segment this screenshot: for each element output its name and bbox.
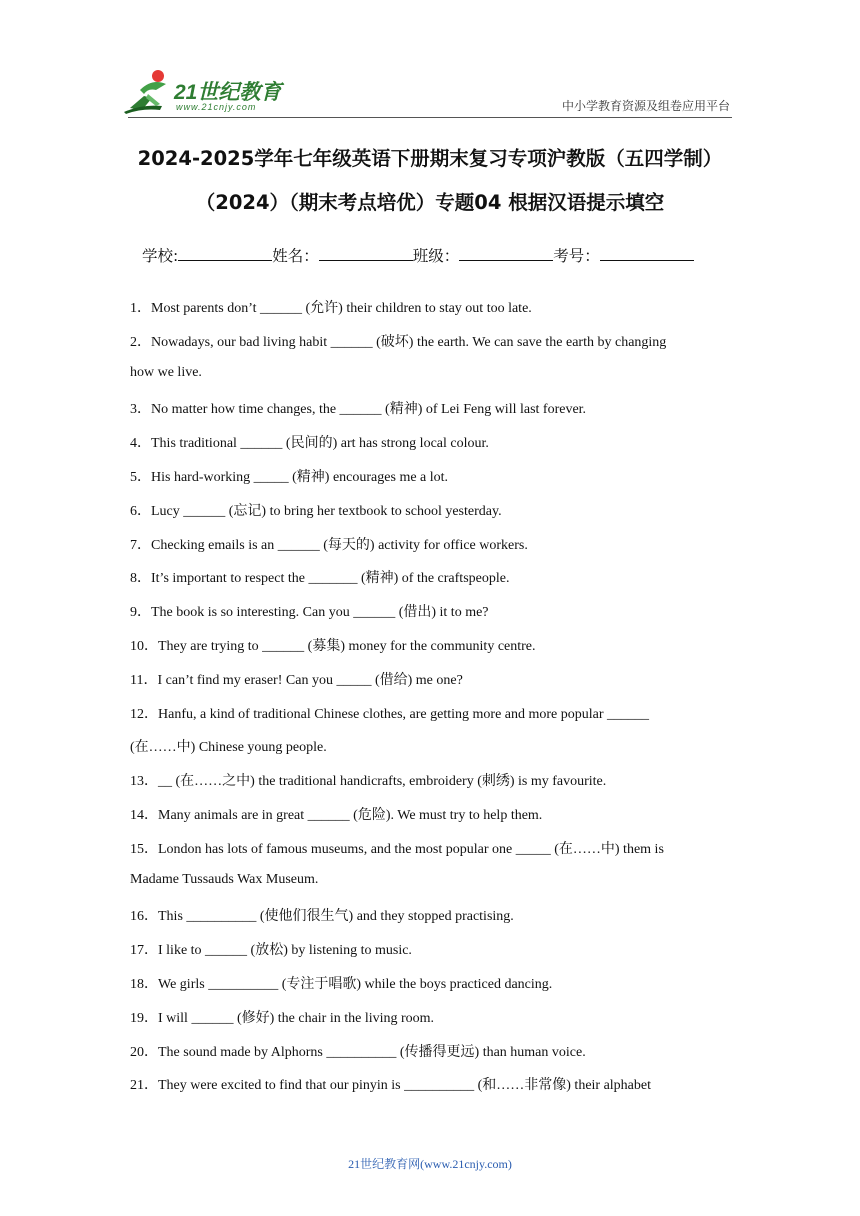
question-line: 16．This __________ (使他们很生气) and they stopped practising. bbox=[130, 909, 514, 924]
question-line: 12．Hanfu, a kind of traditional Chinese clothes, are getting more and more popular ______ bbox=[130, 707, 650, 722]
document-title-line2: （2024）（期末考点培优）专题04 根据汉语提示填空 bbox=[195, 191, 665, 214]
class-label: 班级： bbox=[412, 247, 460, 265]
logo-text: 21世纪教育 bbox=[174, 81, 282, 104]
question-line: 13．__ (在……之中) the traditional handicrafts, embroidery (刺绣) is my favourite. bbox=[130, 774, 607, 789]
runner-icon bbox=[122, 68, 174, 116]
logo bbox=[122, 68, 292, 118]
question-line: 3．No matter how time changes, the ______ (精神) of Lei Feng will last forever. bbox=[130, 402, 587, 417]
name-blank[interactable] bbox=[319, 246, 413, 261]
platform-label: 中小学教育资源及组卷应用平台 bbox=[561, 99, 730, 113]
question-line: 6．Lucy ______ (忘记) to bring her textbook to school yesterday. bbox=[130, 504, 502, 519]
question-line: 21．They were excited to find that our pinyin is __________ (和……非常像) their alphabet bbox=[130, 1078, 652, 1093]
logo-url: www.21cnjy.com bbox=[176, 102, 257, 112]
name-label: 姓名： bbox=[272, 247, 319, 265]
question-line: 14．Many animals are in great ______ (危险). We must try to help them. bbox=[130, 808, 543, 823]
question-line: 15．London has lots of famous museums, and the most popular one _____ (在……中) them is bbox=[130, 842, 664, 857]
question-line: 1．Most parents don’t ______ (允许) their children to stay out too late. bbox=[130, 301, 532, 316]
header-divider bbox=[128, 117, 732, 118]
question-line: Madame Tussauds Wax Museum. bbox=[130, 872, 319, 887]
question-line: 10．They are trying to ______ (募集) money for the community centre. bbox=[130, 639, 536, 654]
page-header bbox=[0, 0, 860, 120]
school-label: 学校: bbox=[142, 247, 179, 265]
student-info-row bbox=[142, 244, 694, 266]
question-line: 9．The book is so interesting. Can you ______ (借出) it to me? bbox=[130, 605, 489, 620]
document-title-line1: 2024-2025学年七年级英语下册期末复习专项沪教版（五四学制） bbox=[137, 147, 723, 170]
question-line: 20．The sound made by Alphorns __________ (传播得更远) than human voice. bbox=[130, 1045, 586, 1060]
question-line: 17．I like to ______ (放松) by listening to music. bbox=[130, 943, 412, 958]
class-blank[interactable] bbox=[459, 246, 553, 261]
question-line: 8．It’s important to respect the _______ (精神) of the craftspeople. bbox=[130, 571, 510, 586]
exam-number-label: 考号： bbox=[553, 247, 600, 265]
question-line: (在……中) Chinese young people. bbox=[130, 740, 327, 755]
question-line: 2．Nowadays, our bad living habit ______ (破坏) the earth. We can save the earth by changing bbox=[130, 335, 667, 350]
question-line: 18．We girls __________ (专注于唱歌) while the boys practiced dancing. bbox=[130, 977, 553, 992]
question-line: 4．This traditional ______ (民间的) art has strong local colour. bbox=[130, 436, 489, 451]
question-line: 11．I can’t find my eraser! Can you _____ (借给) me one? bbox=[130, 673, 463, 688]
question-line: how we live. bbox=[130, 365, 202, 380]
question-line: 5．His hard-working _____ (精神) encourages me a lot. bbox=[130, 470, 449, 485]
school-blank[interactable] bbox=[178, 246, 272, 261]
footer-source[interactable]: 21世纪教育网(www.21cnjy.com) bbox=[348, 1157, 512, 1171]
exam-number-blank[interactable] bbox=[600, 246, 694, 261]
question-line: 7．Checking emails is an ______ (每天的) activity for office workers. bbox=[130, 538, 528, 553]
question-line: 19．I will ______ (修好) the chair in the living room. bbox=[130, 1011, 435, 1026]
